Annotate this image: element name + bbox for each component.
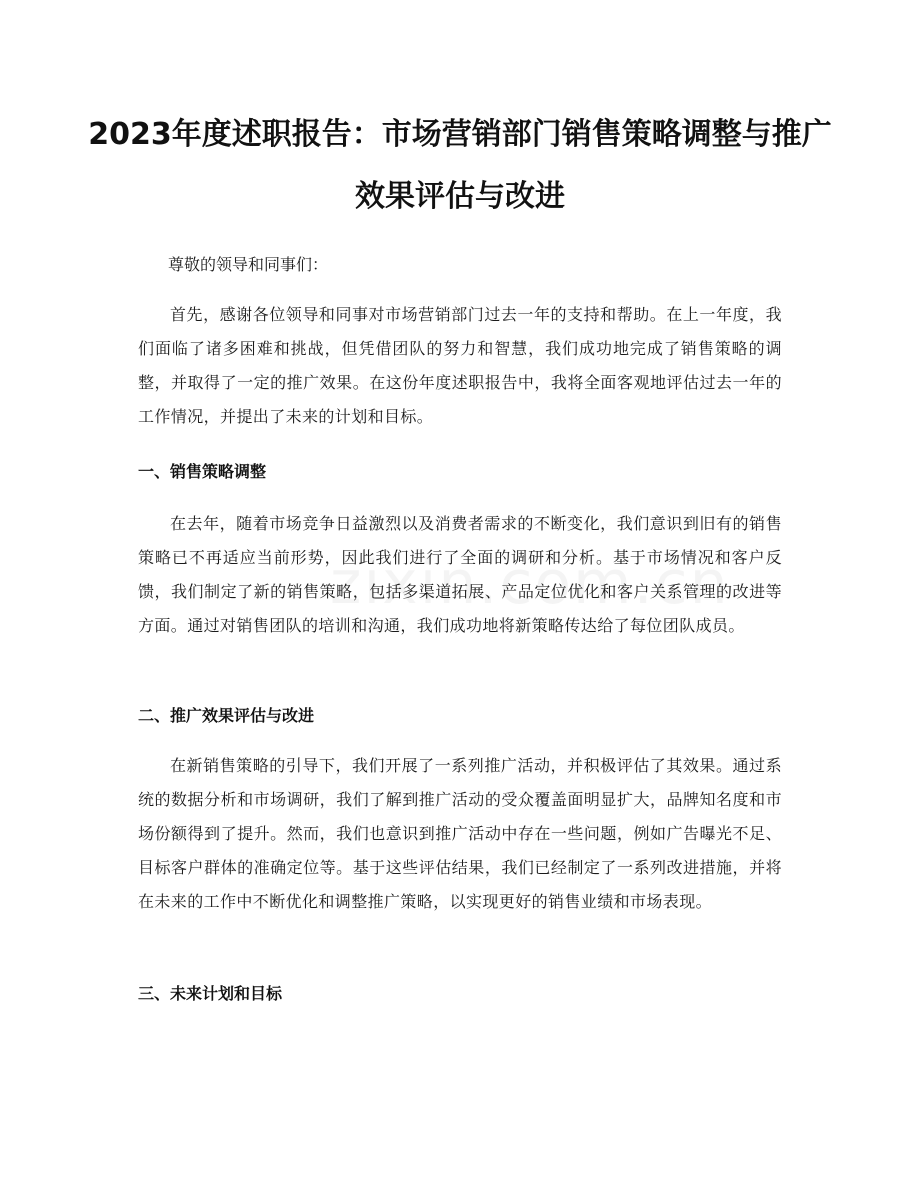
section-body-1: 在去年，随着市场竞争日益激烈以及消费者需求的不断变化，我们意识到旧有的销售策略已不再适应当前形势，因此我们进行了全面的调研和分析。基于市场情况和客户反馈，我们制定了新的销售策略，包括多渠道拓展、产品定位优化和客户关系管理的改进等方面。通过对销售团队的培训和沟通，我们成功地将新策略传达给了每位团队成员。 (138, 514, 782, 635)
salutation: 尊敬的领导和同事们： (168, 255, 329, 274)
section-heading-3: 三、未来计划和目标 (138, 984, 283, 1003)
section-heading-2: 二、推广效果评估与改进 (138, 706, 315, 725)
section-body-2: 在新销售策略的引导下，我们开展了一系列推广活动，并积极评估了其效果。通过系统的数据分析和市场调研，我们了解到推广活动的受众覆盖面明显扩大，品牌知名度和市场份额得到了提升。然而，我们也意识到推广活动中存在一些问题，例如广告曝光不足、目标客户群体的准确定位等。基于这些评估结果，我们已经制定了一系列改进措施，并将在未来的工作中不断优化和调整推广策略，以实现更好的销售业绩和市场表现。 (138, 756, 782, 911)
document-title: 2023年度述职报告：市场营销部门销售策略调整与推广效果评估与改进 (88, 117, 832, 214)
section-heading-1: 一、销售策略调整 (138, 462, 267, 481)
intro-paragraph: 首先，感谢各位领导和同事对市场营销部门过去一年的支持和帮助。在上一年度，我们面临了诸多困难和挑战，但凭借团队的努力和智慧，我们成功地完成了销售策略的调整，并取得了一定的推广效果。在这份年度述职报告中，我将全面客观地评估过去一年的工作情况，并提出了未来的计划和目标。 (138, 305, 782, 426)
